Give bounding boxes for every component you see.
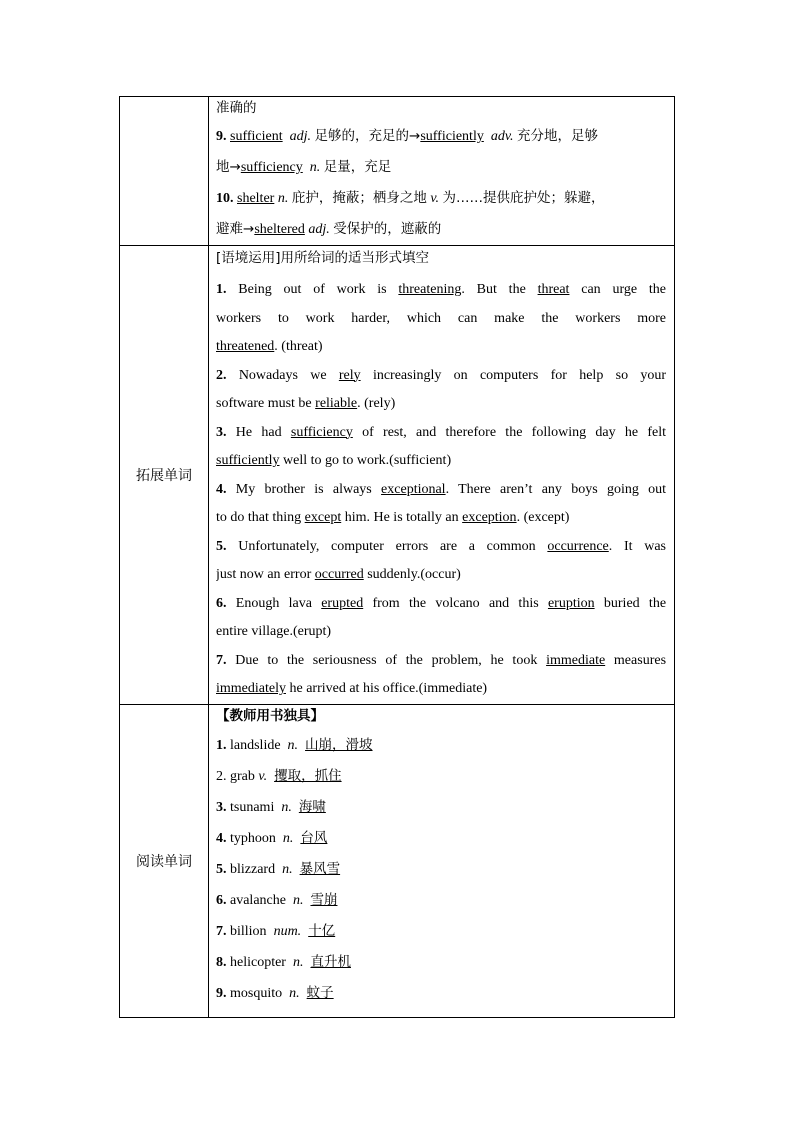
list-item: 3. tsunami n. 海啸 [216, 798, 326, 815]
exercise-5-line2: just now an error occurred suddenly.(occur) [216, 567, 461, 582]
list-item: 5. blizzard n. 暴风雪 [216, 860, 341, 877]
list-item: 6. avalanche n. 雪崩 [216, 891, 338, 908]
exercise-heading: [语境运用]用所给词的适当形式填空 [216, 250, 430, 266]
exercise-cell [209, 246, 675, 705]
exercise-7-line1: 7. Due to the seriousness of the problem, he took immediate measures [216, 652, 666, 668]
exercise-4-line1: 4. My brother is always exceptional. There aren’t any boys going out [216, 481, 666, 497]
list-item: 2. grab v. 攫取，抓住 [216, 767, 342, 784]
list-item: 1. landslide n. 山崩，滑坡 [216, 736, 373, 753]
reading-words-cell [209, 704, 675, 1017]
vocab-cell [209, 97, 675, 246]
list-item: 7. billion num. 十亿 [216, 922, 336, 939]
vocab-item-10-cont: 避难→sheltered adj. 受保护的，遮蔽的 [216, 221, 442, 237]
exercise-7-line2: immediately he arrived at his office.(immediate) [216, 681, 488, 696]
continued-meaning: 准确的 [216, 100, 257, 116]
row-label-reading-words: 阅读单词 [120, 704, 209, 1017]
exercise-1-line3: threatened. (threat) [216, 339, 323, 354]
list-item: 9. mosquito n. 蚊子 [216, 984, 334, 1001]
exercise-5-line1: 5. Unfortunately, computer errors are a common occurrence. It was [216, 538, 666, 554]
exercise-1-line1: 1. Being out of work is threatening. But the threat can urge the [216, 282, 666, 297]
exercise-3-line1: 3. He had sufficiency of rest, and therefore the following day he felt [216, 424, 666, 440]
table-row [120, 246, 675, 705]
exercise-2-line2: software must be reliable. (rely) [216, 396, 396, 411]
exercise-3-line2: sufficiently well to go to work.(sufficient) [216, 453, 452, 468]
vocab-item-10: 10. shelter n. 庇护，掩蔽；栖身之地 v. 为……提供庇护处；躲避， [216, 190, 605, 206]
vocab-item-9-cont: 地→sufficiency n. 足量，充足 [216, 159, 392, 175]
row-label [120, 97, 209, 246]
exercise-1-line2: workers to work harder, which can make the workers more [216, 310, 666, 326]
row-label-expand-words: 拓展单词 [120, 246, 209, 705]
exercise-2-line1: 2. Nowadays we rely increasingly on computers for help so your [216, 367, 666, 383]
list-item: 8. helicopter n. 直升机 [216, 953, 351, 970]
vocab-item-9: 9. sufficient adj. 足够的，充足的→sufficiently adv. 充分地，足够 [216, 128, 599, 144]
teacher-book-heading: 【教师用书独具】 [216, 707, 324, 724]
table-row [120, 704, 675, 1017]
vocabulary-table [119, 96, 675, 1018]
exercise-6-line2: entire village.(erupt) [216, 624, 332, 639]
exercise-4-line2: to do that thing except him. He is totally an exception. (except) [216, 510, 570, 525]
list-item: 4. typhoon n. 台风 [216, 829, 328, 846]
table-row [120, 97, 675, 246]
exercise-6-line1: 6. Enough lava erupted from the volcano and this eruption buried the [216, 595, 666, 611]
